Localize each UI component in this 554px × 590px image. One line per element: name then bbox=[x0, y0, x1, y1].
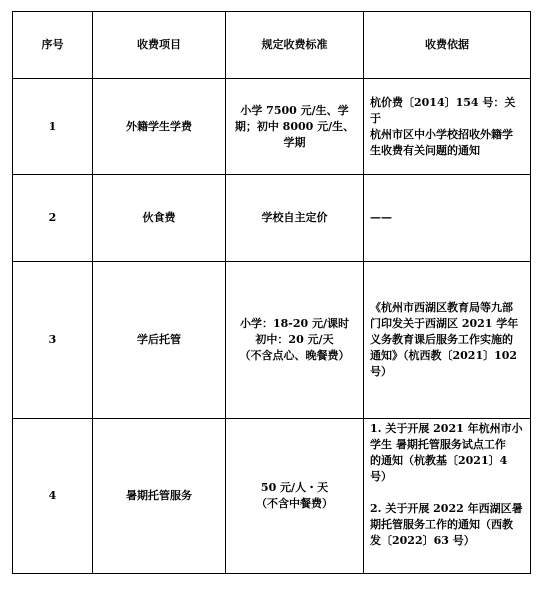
row-no: 4 bbox=[13, 419, 93, 574]
row-standard: 小学 7500 元/生、学 期；初中 8000 元/生、 学期 bbox=[226, 79, 364, 175]
row-item: 伙食费 bbox=[93, 175, 226, 262]
row-standard: 学校自主定价 bbox=[226, 175, 364, 262]
table-row bbox=[13, 419, 531, 574]
header-basis: 收费依据 bbox=[364, 12, 531, 79]
header-standard: 规定收费标准 bbox=[226, 12, 364, 79]
row-standard: 小学：18-20 元/课时 初中：20 元/天 （不含点心、晚餐费） bbox=[226, 262, 364, 419]
row-basis: —— bbox=[364, 175, 531, 262]
row-item: 外籍学生学费 bbox=[93, 79, 226, 175]
basis-item-2: 2. 关于开展 2022 年西湖区暑 期托管服务工作的通知（西教 发〔2022〕63 号） bbox=[370, 502, 523, 547]
table-row bbox=[13, 79, 531, 175]
table-row bbox=[13, 175, 531, 262]
header-row bbox=[13, 12, 531, 79]
row-basis: 杭价费〔2014〕154 号：关于 杭州市区中小学校招收外籍学 生收费有关问题的通知 bbox=[364, 79, 531, 175]
row-basis bbox=[364, 419, 531, 574]
row-item: 学后托管 bbox=[93, 262, 226, 419]
row-standard: 50 元/人・天 （不含中餐费） bbox=[226, 419, 364, 574]
basis-spacer bbox=[370, 485, 524, 501]
row-no: 3 bbox=[13, 262, 93, 419]
header-item: 收费项目 bbox=[93, 12, 226, 79]
row-basis: 《杭州市西湖区教育局等九部 门印发关于西湖区 2021 学年 义务教育课后服务工作实施的 通知》（杭西教〔2021〕102 号） bbox=[364, 262, 531, 419]
table-row bbox=[13, 262, 531, 419]
row-item: 暑期托管服务 bbox=[93, 419, 226, 574]
fee-table bbox=[12, 11, 531, 574]
header-no: 序号 bbox=[13, 12, 93, 79]
basis-item-1: 1. 关于开展 2021 年杭州市小 学生 暑期托管服务试点工作 的通知（杭教基〔2021〕4 号） bbox=[370, 422, 523, 483]
row-no: 2 bbox=[13, 175, 93, 262]
row-no: 1 bbox=[13, 79, 93, 175]
